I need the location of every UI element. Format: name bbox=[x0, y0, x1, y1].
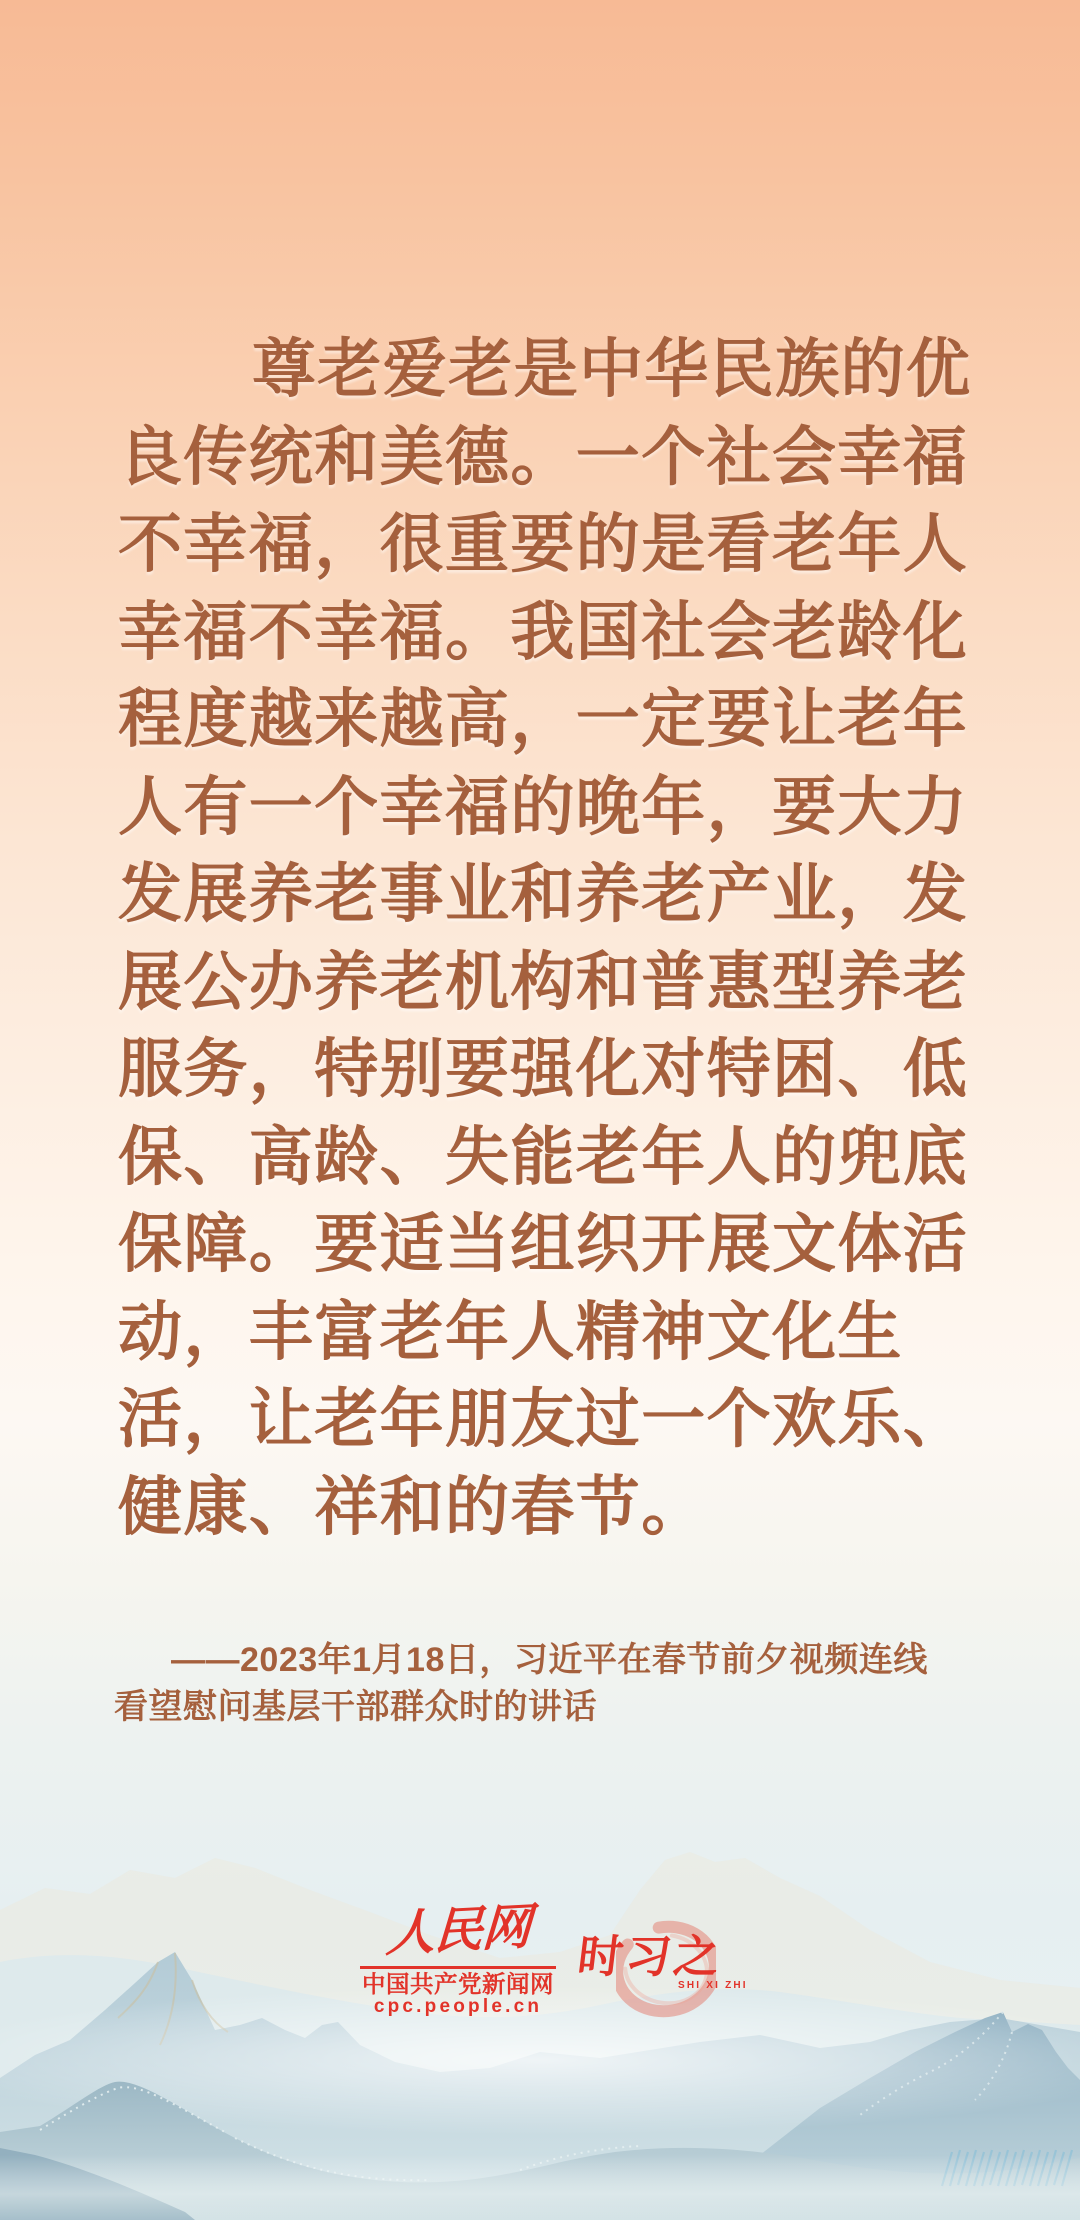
people-daily-logo-subtitle: 中国共产党新闻网 bbox=[362, 1971, 554, 1997]
quote-line: 程度越来越高，一定要让老年 bbox=[118, 683, 969, 755]
people-daily-logo-url: cpc.people.cn bbox=[373, 1996, 543, 2017]
quote-line: 人有一个幸福的晚年，要大力 bbox=[118, 770, 969, 843]
shixizhi-title: 时习之 bbox=[574, 1931, 726, 1982]
people-daily-logo-title: 人民网 bbox=[384, 1899, 532, 1962]
attribution-line-1: ——2023年1月18日，习近平在春节前夕视频连线 bbox=[171, 1641, 928, 1679]
mist-bottom bbox=[0, 2155, 1080, 2220]
quote-line: 活，让老年朋友过一个欢乐、 bbox=[118, 1383, 969, 1455]
quote-line: 尊老爱老是中华民族的优 bbox=[252, 333, 972, 405]
people-daily-logo bbox=[358, 1900, 558, 2017]
quote-line: 幸福不幸福。我国社会老龄化 bbox=[118, 595, 969, 668]
shixizhi-subtitle: SHI XI ZHI bbox=[678, 1980, 748, 1991]
quote-text bbox=[118, 326, 978, 1551]
quote-line: 健康、祥和的春节。 bbox=[118, 1470, 707, 1543]
quote-line: 不幸福，很重要的是看老年人 bbox=[118, 508, 969, 580]
quote-line: 服务，特别要强化对特困、低 bbox=[118, 1033, 969, 1105]
quote-line: 展公办养老机构和普惠型养老 bbox=[118, 945, 969, 1018]
quote-line: 保、高龄、失能老年人的兜底 bbox=[118, 1120, 969, 1193]
quote-line: 动，丰富老年人精神文化生 bbox=[118, 1295, 903, 1368]
quote-line: 良传统和美德。一个社会幸福 bbox=[118, 420, 969, 493]
footer-logos bbox=[0, 1900, 1080, 2030]
shixizhi-logo bbox=[574, 1908, 748, 2028]
attribution-line-2: 看望慰问基层干部群众时的讲话 bbox=[114, 1688, 597, 1726]
quote-line: 发展养老事业和养老产业，发 bbox=[118, 858, 969, 930]
quote-line: 保障。要适当组织开展文体活 bbox=[118, 1208, 969, 1280]
